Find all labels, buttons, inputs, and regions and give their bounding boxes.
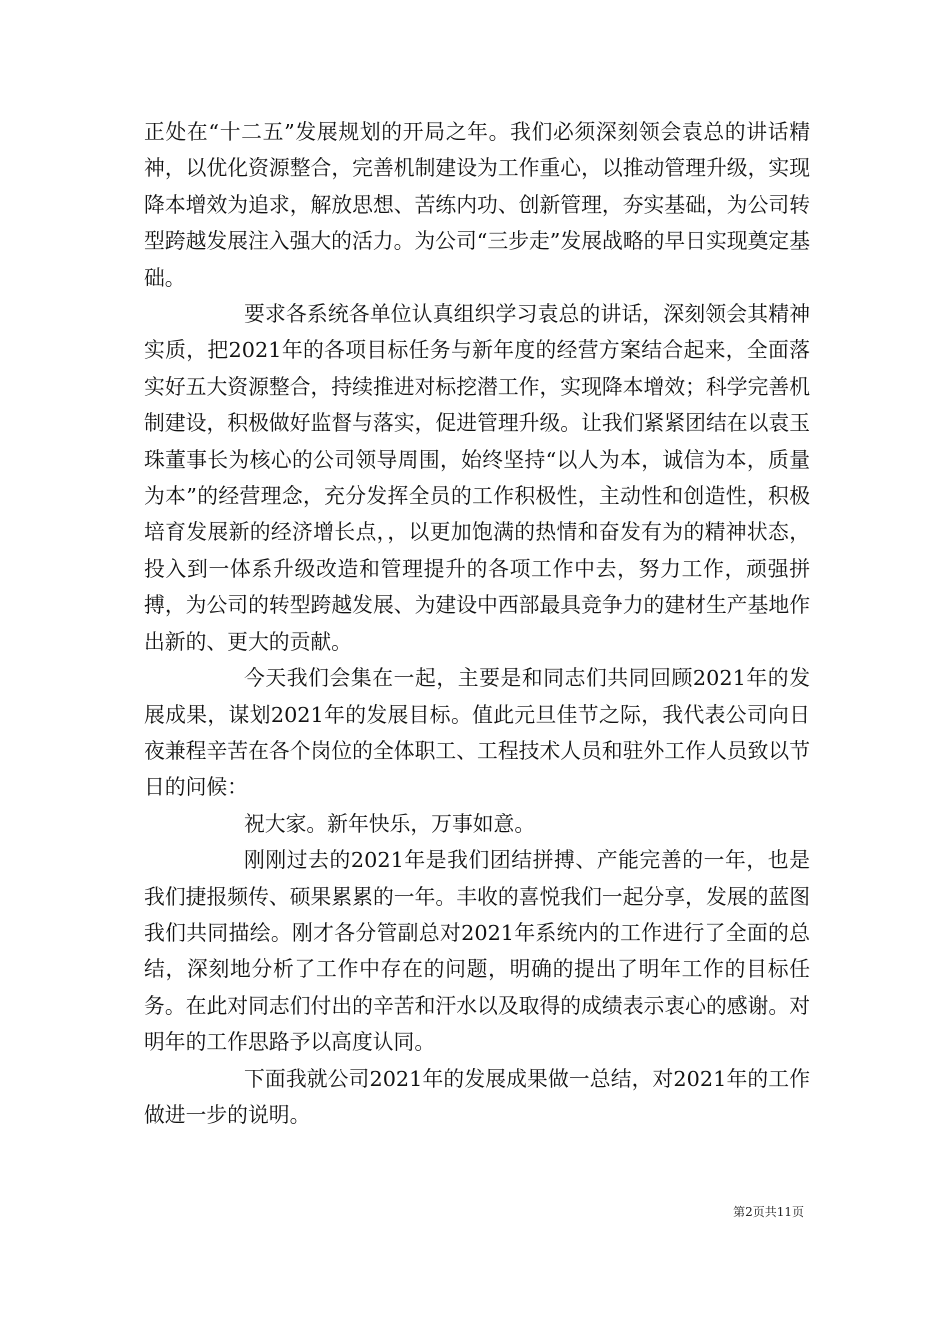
paragraph-5: 刚刚过去的2021年是我们团结拼搏、产能完善的一年，也是我们捷报频传、硕果累累的一年。丰收的喜悦我们一起分享，发展的蓝图我们共同描绘。刚才各分管副总对2021年系统内的工作进行了全面的总结，深刻地分析了工作中存在的问题，明确的提出了明年工作的目标任务。在此对同志们付出的辛苦和汗水以及取得的成绩表示衷心的感谢。对明年的工作思路予以高度认同。 (144, 848, 810, 1055)
paragraph-1: 正处在“十二五”发展规划的开局之年。我们必须深刻领会袁总的讲话精神，以优化资源整合，完善机制建设为工作重心，以推动管理升级，实现降本增效为追求，解放思想、苦练内功、创新管理，夯实基础，为公司转型跨越发展注入强大的活力。为公司“三步走”发展战略的早日实现奠定基础。 (144, 120, 810, 290)
body-text (144, 114, 810, 1133)
paragraph-4: 祝大家。新年快乐，万事如意。 (244, 811, 536, 836)
page-number-footer: 第2页共11页 (733, 1205, 804, 1219)
paragraph-3: 今天我们会集在一起，主要是和同志们共同回顾2021年的发展成果，谋划2021年的发展目标。值此元旦佳节之际，我代表公司向日夜兼程辛苦在各个岗位的全体职工、工程技术人员和驻外工作人员致以节日的问候： (144, 666, 810, 800)
paragraph-2: 要求各系统各单位认真组织学习袁总的讲话，深刻领会其精神实质，把2021年的各项目标任务与新年度的经营方案结合起来，全面落实好五大资源整合，持续推进对标挖潜工作，实现降本增效；科学完善机制建设，积极做好监督与落实，促进管理升级。让我们紧紧团结在以袁玉珠董事长为核心的公司领导周围，始终坚持“以人为本，诚信为本，质量为本”的经营理念，充分发挥全员的工作积极性，主动性和创造性，积极培育发展新的经济增长点，，以更加饱满的热情和奋发有为的精神状态，投入到一体系升级改造和管理提升的各项工作中去，努力工作，顽强拼搏，为公司的转型跨越发展、为建设中西部最具竞争力的建材生产基地作出新的、更大的贡献。 (144, 302, 810, 654)
paragraph-6: 下面我就公司2021年的发展成果做一总结，对2021年的工作做进一步的说明。 (144, 1066, 810, 1127)
